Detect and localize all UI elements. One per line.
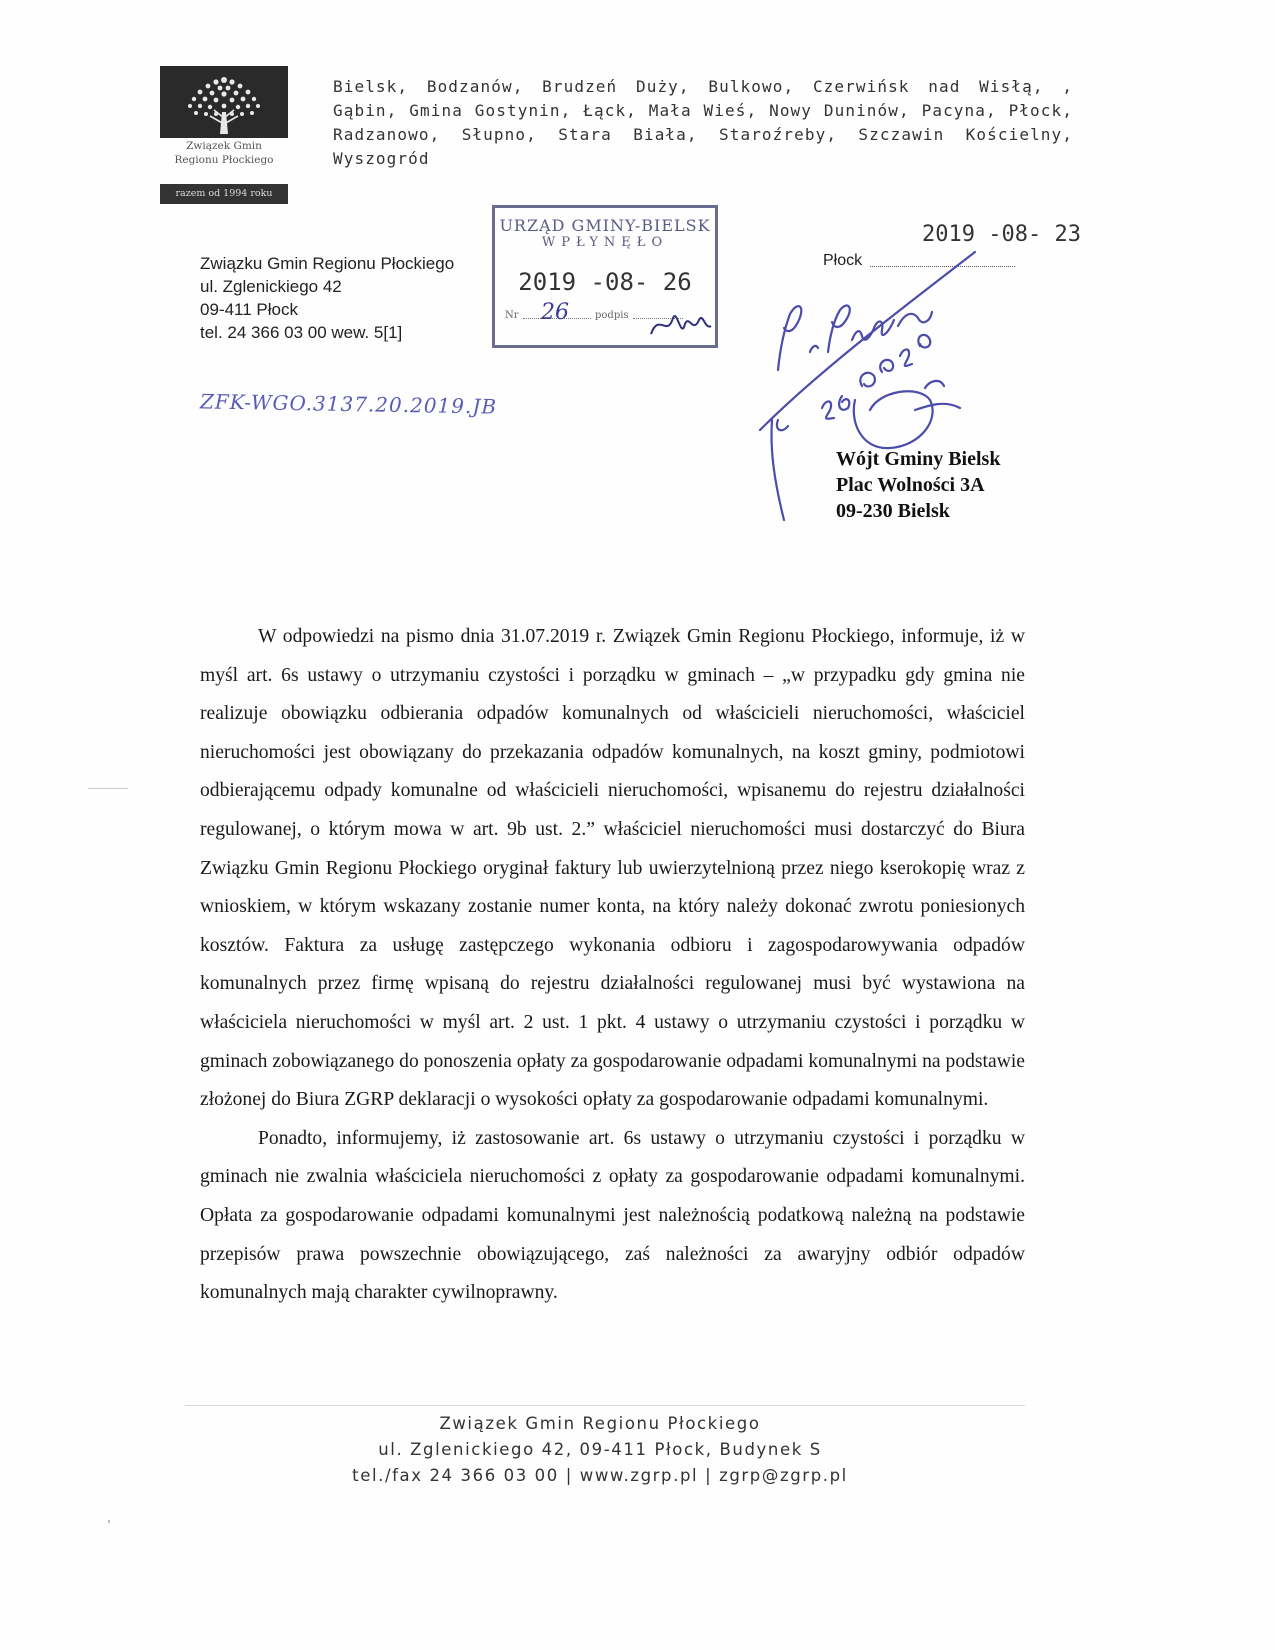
stamp-subtitle: WPŁYNĘŁO (541, 235, 669, 250)
footer-line-3: tel./fax 24 366 03 00 | www.zgrp.pl | zgrp@zgrp.pl (352, 1466, 848, 1485)
letter-place: Płock (823, 252, 863, 269)
footer-line-1: Związek Gmin Regionu Płockiego (439, 1414, 761, 1433)
sender-line-1: Związku Gmin Regionu Płockiego (200, 254, 455, 273)
recipient-line-2: Plac Wolności 3A (836, 474, 985, 496)
handwritten-annotation (0, 0, 1275, 560)
recipient-line-3: 09-230 Bielsk (836, 500, 950, 522)
scan-artifact (88, 788, 128, 789)
stamp-nr-value: 26 (541, 300, 569, 325)
scan-artifact (108, 1520, 110, 1523)
handwritten-reference: ZFK-WGO.3137.20.2019.JB (199, 389, 498, 419)
logo-line-2: Regionu Płockiego (174, 154, 274, 166)
logo-line-1: Związek Gmin (186, 140, 262, 152)
member-municipalities: Bielsk, Bodzanów, Brudzeń Duży, Bulkowo, Czerwińsk nad Wisłą, , Gąbin, Gmina Gostynin, Łąck, Mała Wieś, Nowy Duninów, Pacyna, Płock, Radzanowo, Słupno, Stara Biała, Staroźreby, Szczawin Kościelny, Wyszogród (333, 77, 1073, 168)
footer-divider (185, 1405, 1025, 1406)
logo-band: razem od 1994 roku (160, 184, 288, 204)
stamp-podpis-label: podpis (595, 310, 629, 321)
stamp-date: 2019 -08- 26 (518, 268, 692, 296)
sender-line-4: tel. 24 366 03 00 wew. 5[1] (200, 323, 403, 342)
letter-date: 2019 -08- 23 (922, 222, 1081, 247)
stamp-title: URZĄD GMINY-BIELSK (499, 216, 711, 235)
recipient-address (836, 446, 1000, 524)
footer-line-2: ul. Zglenickiego 42, 09-411 Płock, Budynek S (378, 1440, 822, 1459)
stamp-nr-label: Nr (505, 310, 519, 321)
body-paragraph-2: Ponadto, informujemy, iż zastosowanie art. 6s ustawy o utrzymaniu czystości i porządku w gminach nie zwalnia właściciela nieruchomości z opłaty za gospodarowanie odpadami komunalnymi. Opłata za gospodarowanie odpadami komunalnymi jest należnością podatkową należną na podstawie przepisów prawa powszechnie obowiązującego, zaś należności za awaryjny odbiór odpadów komunalnych mają charakter cywilnoprawny. (200, 1127, 1025, 1304)
body-paragraph-1: W odpowiedzi na pismo dnia 31.07.2019 r. Związek Gmin Regionu Płockiego, informuje, iż w myśl art. 6s ustawy o utrzymaniu czystości i porządku w gminach – „w przypadku gdy gmina nie realizuje obowiązku odbierania odpadów komunalnych od właścicieli nieruchomości, właściciel nieruchomości jest obowiązany do przekazania odpadów komunalnych, na koszt gminy, podmiotowi odbierającemu odpady komunalne od właścicieli nieruchomości, wpisanemu do rejestru działalności regulowanej, o którym mowa w art. 9b ust. 2.” właściciel nieruchomości musi dostarczyć do Biura Związku Gmin Regionu Płockiego oryginał faktury lub uwierzytelnioną przez niego kserokopię wraz z wnioskiem, w którym wskazany zostanie numer konta, na który należy dokonać zwrotu poniesionych kosztów. Faktura za usługę zastępczego wykonania odbioru i zagospodarowywania odpadów komunalnych przez firmę wpisaną do rejestru działalności regulowanej musi być wystawiona na właściciela nieruchomości w myśl art. 2 ust. 1 pkt. 4 ustawy o utrzymaniu czystości i porządku w gminach zobowiązanego do ponoszenia opłaty za gospodarowanie odpadami komunalnymi na podstawie złożonej do Biura ZGRP deklaracji o wysokości opłaty za gospodarowanie odpadami komunalnymi. (200, 626, 1025, 1111)
recipient-line-1: Wójt Gminy Bielsk (836, 448, 1001, 470)
sender-line-3: 09-411 Płock (200, 300, 298, 319)
footer (200, 1411, 1000, 1489)
letter-body (200, 618, 1025, 1313)
sender-line-2: ul. Zglenickiego 42 (200, 277, 342, 296)
